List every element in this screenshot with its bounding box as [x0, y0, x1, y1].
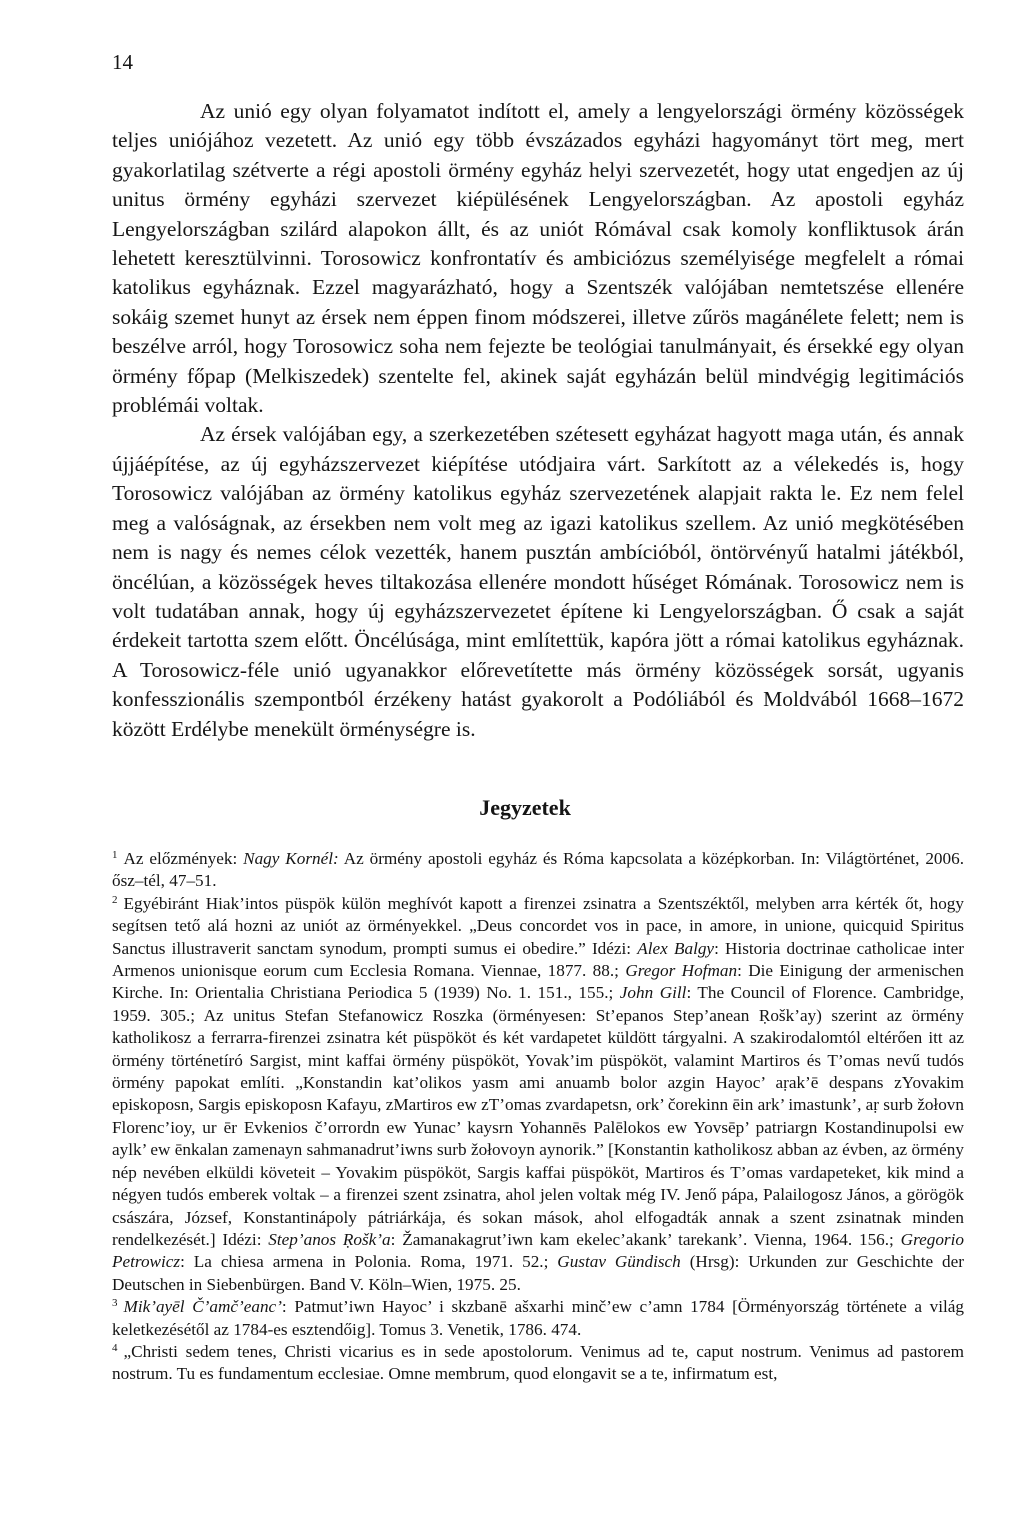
cited-author: Mik’ayēl Č’amč’eanc’ — [123, 1297, 282, 1317]
cited-author: Gustav Gündisch — [557, 1252, 681, 1272]
footnote-text: : La chiesa armena in Polonia. Roma, 1971. 52.; — [180, 1252, 558, 1272]
footnote-text: : Patmut’iwn Hayoc’ i skzbanē ašxarhi minč’ew c’amn 1784 [Örményország története a világ keletkezésétől az 1784-es esztendőig]. Tomus 3. Venetik, 1786. 474. — [112, 1297, 964, 1339]
cited-author: Step’anos Ṛošk’a — [268, 1229, 391, 1249]
footnote-text: : Historia doctrinae catholicae inter Armenos unionisque eorum cum Ecclesia Romana. Viennae, 1877. 88.; — [112, 938, 965, 981]
footnote-text: Egyébiránt Hiak’intos püspök külön meghívót kapott a firenzei zsinatra a Szentszéktől, melyben arra kérték őt, hogy segítsen tető alá hozni az uniót az örményekkel. „Deus concordet vos in pace, in amore, in unione, quicquid Spiritus Sanctus illustraverit sanctam synodum, prompti sumus ei obedire.” Idézi: — [112, 893, 964, 958]
footnote-number: 3 — [112, 1297, 118, 1310]
footnote — [112, 848, 964, 893]
footnote — [112, 1341, 964, 1386]
footnote-text: (Hrsg): Urkunden zur Geschichte der Deutschen in Siebenbürgen. Band V. Köln–Wien, 1975. 25. — [112, 1252, 964, 1294]
footnote-number: 2 — [112, 893, 118, 906]
cited-author: Gregorio Petrowicz — [112, 1229, 964, 1272]
notes-heading: Jegyzetek — [479, 795, 571, 820]
footnote-number: 4 — [112, 1341, 118, 1354]
page-number: 14 — [112, 50, 133, 74]
cited-author: John Gill — [619, 983, 687, 1003]
footnote — [112, 893, 964, 1296]
footnote-text: : Die Einigung der armenischen Kirche. In: Orientalia Christiana Periodica 5 (1939) No. 1. 151., 155.; — [112, 961, 964, 1003]
footnote-text: Az előzmények: — [123, 849, 244, 868]
footnote-text: : Žamanakagrut’iwn kam ekelec’akank’ tarekank’. Vienna, 1964. 156.; — [390, 1229, 901, 1249]
body-text — [112, 97, 964, 744]
footnote-number: 1 — [112, 849, 118, 861]
cited-author: Gregor Hofman — [625, 961, 738, 981]
cited-author: Nagy Kornél: — [243, 849, 339, 868]
footnote-text: „Christi sedem tenes, Christi vicarius es in sede apostolorum. Venimus ad te, caput nostrum. Venimus ad pastorem nostrum. Tu es fundamentum ecclesiae. Omne membrum, quod elongavit se a te, infirmatum est, — [112, 1341, 964, 1384]
footnotes — [112, 848, 964, 1386]
body-paragraph: Az érsek valójában egy, a szerkezetében szétesett egyházat hagyott maga után, és annak újjáépítése, az új egyházszervezet kiépítése utódjaira várt. Sarkított az a vélekedés is, hogy Torosowicz valójában az örmény katolikus egyház szervezetének alapjait rakta le. Ez nem felel meg a valóságnak, az érsekben nem volt meg az igazi katolikus szellem. Az unió megkötésében nem is nagy és nemes célok vezették, hanem pusztán ambícióból, öntörvényű hatalmi játékból, öncélúan, a közösségek heves tiltakozása ellenére mondott hűséget Rómának. Torosowicz nem is volt tudatában annak, hogy új egyházszervezetet építene ki Lengyelországban. Ő csak a saját érdekeit tartotta szem előtt. Öncélúsága, mint említettük, kapóra jött a római katolikus egyháznak. A Torosowicz-féle unió ugyanakkor előrevetítette más örmény közösségek sorsát, ugyanis konfesszionális szempontból érzékeny hatást gyakorolt a Podóliából és Moldvából 1668–1672 között Erdélybe menekült örménységre is. — [112, 422, 964, 741]
footnote — [112, 1296, 964, 1341]
footnote-text: : The Council of Florence. Cambridge, 1959. 305.; Az unitus Stefan Stefanowicz Roszka (örményesen: St’epanos Step’anean Ṛošk’ay) szerint az örmény katholikosz a ferrarra-firenzei zsinatra két püspököt és két vardapetet küldött tárgyalni. A szakirodalomtól eltérően itt az örmény történetíró Sargist, mint kaffai örmény püspököt, Yovak’im püspököt, valamint Martiros és T’omas nevű tudós örmény papokat említi. „Konstandin kat’olikos yasm ami anuamb bolor azgin Hayoc’ aṛak’ē despans zYovakim episkoposn, Sargis episkoposn Kafayu, zMartiros ew zT’omas zvardapetsn, ork’ čorekinn ēin ark’ imastunk’, aṛ surb žołovn Florenc’ioy, ur ēr Evkenios č’orrordn ew Yunac’ kaysrn Yohannēs Palēlokos ew Yovsēp’ patriargn Kostandinupolsi ew aylk’ ew ēnkalan zamenayn sahmanadrut’iwns surb žołovoyn aynorik.” [Konstantin katholikosz abban az évben, az örmény nép nevében elküldi követeit – Yovakim püspököt, Sargis kaffai püspököt, Martiros és T’omas vardapeteket, kik mind a négyen tudós emberek voltak – a firenzei szent zsinatra, ahol jelen voltak még IV. Jenő pápa, Palailogosz János, a görögök császára, József, Konstantinápoly pátriárkája, és sokan mások, ahol elfogadták annak a szent zsinatnak minden rendelkezését.] Idézi: — [112, 983, 964, 1249]
cited-author: Alex Balgy — [637, 938, 715, 958]
footnote-text: Az örmény apostoli egyház és Róma kapcsolata a középkorban. In: Világtörténet, 2006. ősz–tél, 47–51. — [112, 849, 965, 891]
body-paragraph: Az unió egy olyan folyamatot indított el, amely a lengyelországi örmény közösségek teljes uniójához vezetett. Az unió egy több évszázados egyházi hagyományt tört meg, mert gyakorlatilag szétverte a régi apostoli örmény egyház helyi szervezetét, hogy utat engedjen az új unitus örmény egyházi szervezet kiépülésének Lengyelországban. Az apostoli egyház Lengyelországban szilárd alapokon állt, és az uniót Rómával csak komoly konfliktusok árán lehetett keresztülvinni. Torosowicz konfrontatív és ambiciózus személyisége megfelelt a római katolikus egyháznak. Ezzel magyarázható, hogy a Szentszék valójában nemtetszése ellenére sokáig szemet hunyt az érsek nem éppen finom módszerei, illetve zűrös magánélete felett; nem is beszélve arról, hogy Torosowicz soha nem fejezte be teológiai tanulmányait, és érsekké egy olyan örmény főpap (Melkiszedek) szentelte fel, akinek saját egyházán belül mindvégig legitimációs problémái voltak. — [112, 99, 964, 418]
